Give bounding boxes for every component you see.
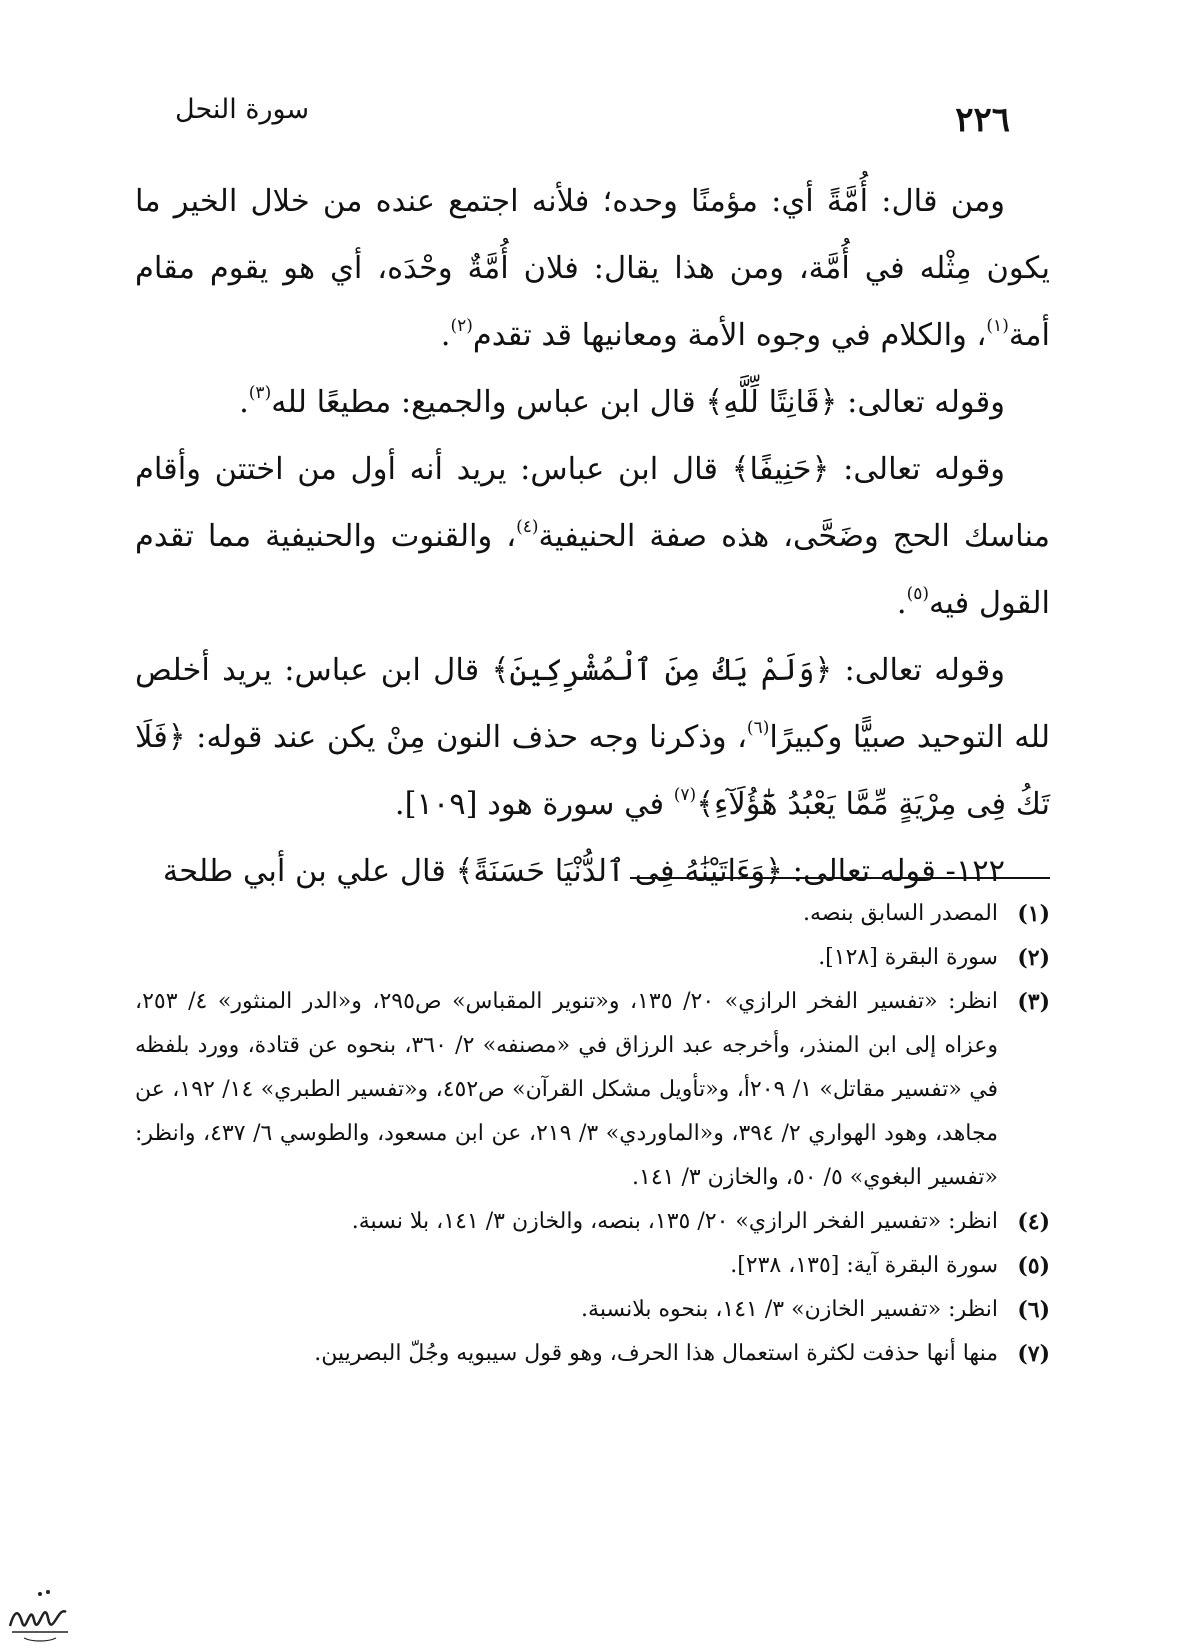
footnote-number: (٦) [1017,1297,1050,1323]
footnote-ref[interactable]: (١) [986,316,1009,336]
footnote-text: سورة البقرة [١٢٨]. [818,945,998,970]
quran-quote: ﴿وَلَمْ يَكُ مِنَ ٱلْمُشْرِكِينَ﴾ [491,653,833,688]
footnote-ref[interactable]: (٣) [248,383,272,403]
footnote-item [135,1200,1050,1244]
main-text [135,168,1050,905]
paragraph-2: وقوله تعالى: ﴿قَانِتًا لِّلَّهِ﴾ قال ابن عباس والجميع: مطيعًا لله$^{(٣)}$. [239,383,1005,420]
footnotes [135,892,1050,1376]
footnote-text: المصدر السابق بنصه. [802,901,998,926]
footnote-item [135,936,1050,980]
footnote-text: سورة البقرة آية: [١٣٥، ٢٣٨]. [730,1253,998,1278]
footnote-item [135,1244,1050,1288]
footnote-text: منها أنها حذفت لكثرة استعمال هذا الحرف، وهو قول سيبويه وجُلّ البصريين. [314,1341,998,1366]
footnote-number: (٢) [1017,945,1050,971]
paragraph-1: ومن قال: أُمَّةً أي: مؤمنًا وحده؛ فلأنه اجتمع عنده من خلال الخير ما يكون مِثْله في أُمَّة، ومن هذا يقال: فلان أُمَّةٌ وحْدَه، أي هو يقوم مقام أمة$^{(١)}$، والكلام في وجوه الأمة ومعانيها قد تقدم$^{(٢)}$. [135,184,1050,353]
footnote-item [135,1288,1050,1332]
quran-quote: ﴿فَلَا تَكُ فِى مِرْيَةٍ مِّمَّا يَعْبُدُ هَٰٓؤُلَآءِ﴾ [135,720,1050,822]
footnote-number: (٤) [1017,1209,1050,1235]
quran-quote: ﴿قَانِتًا لِّلَّهِ﴾ [705,385,838,420]
page-header [175,88,1010,138]
paragraph-3: وقوله تعالى: ﴿حَنِيفًا﴾ قال ابن عباس: يريد أنه أول من اختتن وأقام مناسك الحج وضَحَّى، هذه صفة الحنيفية$^{(٤)}$، والقنوت والحنيفية مما تقدم القول فيه$^{(٥)}$. [135,452,1050,621]
highlighted-word: أُمَّةً [826,184,869,219]
footnote-item [135,892,1050,936]
page-number: ٢٢٦ [955,100,1010,140]
footnote-text: انظر: «تفسير الخازن» ٣/ ١٤١، بنحوه بلانسبة. [581,1297,998,1322]
footnote-ref[interactable]: (٧) [673,785,697,805]
footnote-ref[interactable]: (٤) [516,517,539,537]
quran-quote: ﴿حَنِيفًا﴾ [731,452,830,487]
footnote-item [135,1332,1050,1376]
footnote-ref[interactable]: (٦) [746,718,770,738]
publisher-logo-icon [4,1582,76,1646]
footnote-ref[interactable]: (٥) [906,584,930,604]
footnote-text: انظر: «تفسير الفخر الرازي» ٢٠/ ١٣٥، بنصه، والخازن ٣/ ١٤١، بلا نسبة. [351,1209,998,1234]
running-title: سورة النحل [175,94,310,125]
footnote-number: (٧) [1017,1341,1050,1367]
footnote-text: انظر: «تفسير الفخر الرازي» ٢٠/ ١٣٥، و«تنوير المقباس» ص٢٩٥، و«الدر المنثور» ٤/ ٢٥٣، وعزاه إلى ابن المنذر، وأخرجه عبد الرزاق في «مصنفه» ٢/ ٣٦٠، بنحوه عن قتادة، وورد بلفظه في «تفسير مقاتل» ١/ ٢٠٩أ، و«تأويل مشكل القرآن» ص٤٥٢، و«تفسير الطبري» ١٤/ ١٩٢، عن مجاهد، وهود الهواري ٢/ ٣٩٤، و«الماوردي» ٣/ ٢١٩، عن ابن مسعود، والطوسي ٦/ ٤٣٧، وانظر: «تفسير البغوي» ٥/ ٥٠، والخازن ٣/ ١٤١. [135,989,999,1190]
footnote-ref[interactable]: (٢) [450,316,473,336]
footnote-number: (٥) [1017,1253,1050,1279]
footnote-divider [630,877,1050,879]
paragraph-4: وقوله تعالى: ﴿وَلَمْ يَكُ مِنَ ٱلْمُشْرِكِينَ﴾ قال ابن عباس: يريد أخلص لله التوحيد صبيًّا وكبيرًا$^{(٦)}$، وذكرنا وجه حذف النون مِنْ يكن عند قوله: ﴿فَلَا تَكُ فِى مِرْيَةٍ مِّمَّا يَعْبُدُ هَٰٓؤُلَآءِ﴾$^{(٧)}$ في سورة هود [١٠٩]. [135,653,1050,822]
footnote-number: (١) [1017,901,1050,927]
footnote-item [135,980,1050,1200]
paragraph-5: ١٢٢- قوله تعالى: ﴿وَءَاتَيْنَٰهُ فِى ٱلدُّنْيَا حَسَنَةً﴾ قال علي بن أبي طلحة [162,854,1005,889]
quran-quote: ﴿وَءَاتَيْنَٰهُ فِى ٱلدُّنْيَا حَسَنَةً﴾ [455,854,783,889]
footnote-number: (٣) [1017,989,1050,1015]
